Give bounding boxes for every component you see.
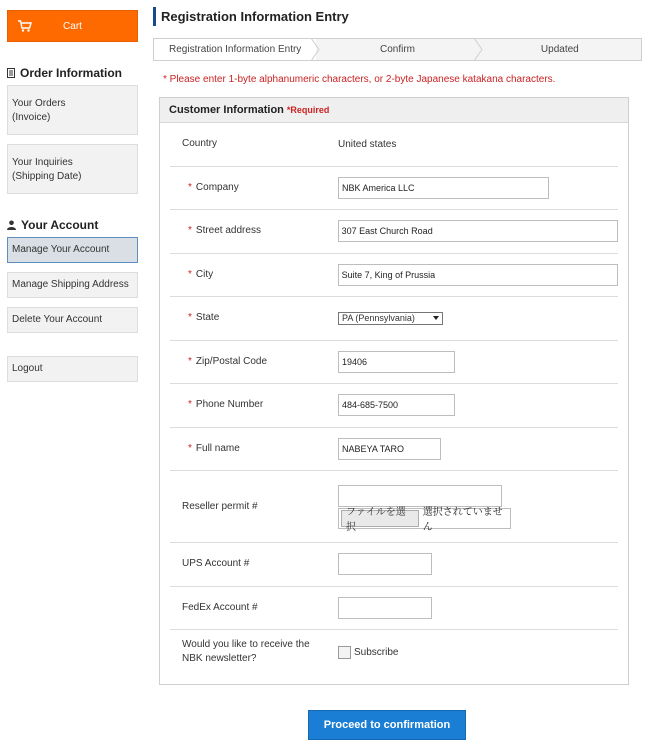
field-label: Full name	[195, 442, 240, 454]
sidebar-item-label: Manage Your Account	[12, 244, 110, 255]
state-select[interactable]	[338, 312, 443, 325]
required-star: *	[188, 312, 192, 324]
zip-input[interactable]: 19406	[338, 351, 455, 373]
form-row-fullname	[170, 428, 618, 472]
order-heading-label: Order Information	[20, 66, 123, 80]
street-input[interactable]: 307 East Church Road	[338, 220, 618, 242]
street-label	[170, 224, 338, 238]
step-separator	[474, 38, 484, 61]
card-title: Customer Information	[169, 104, 284, 116]
form-row-fedex	[170, 587, 618, 631]
choose-file-button[interactable]: ファイルを選択	[341, 510, 419, 527]
fedex-input[interactable]	[338, 597, 432, 619]
form-row-country	[170, 123, 618, 167]
step-label: Registration Information Entry	[169, 44, 302, 55]
user-icon	[7, 220, 16, 230]
fedex-label: FedEx Account #	[182, 601, 258, 613]
cart-button[interactable]	[7, 10, 138, 42]
sidebar-item-sublabel: (Invoice)	[12, 112, 51, 123]
sidebar-item-label: Manage Shipping Address	[12, 279, 129, 290]
form-row-newsletter	[170, 630, 618, 674]
form-row-city	[170, 254, 618, 298]
customer-info-card	[159, 97, 629, 685]
input-notice: * Please enter 1-byte alphanumeric characters, or 2-byte Japanese katakana characters.	[163, 74, 556, 85]
field-label: Street address	[195, 225, 261, 237]
fullname-label	[170, 442, 338, 456]
newsletter-label-line: NBK newsletter?	[182, 653, 257, 664]
step-label: Updated	[540, 44, 579, 55]
sidebar-item-manage-account[interactable]	[7, 237, 138, 263]
required-star: *	[188, 268, 192, 280]
state-label	[170, 311, 338, 325]
field-label: Phone Number	[195, 399, 264, 411]
account-heading-label: Your Account	[21, 218, 99, 232]
cart-label: Cart	[63, 20, 82, 32]
sidebar-item-label: Your Inquiries	[12, 157, 73, 168]
progress-steps	[153, 38, 642, 61]
reseller-field	[338, 485, 511, 533]
form-row-zip	[170, 341, 618, 385]
form-row-ups	[170, 543, 618, 587]
proceed-to-confirmation-button[interactable]: Proceed to confirmation	[308, 710, 466, 740]
form-rows	[170, 123, 618, 674]
company-input[interactable]: NBK America LLC	[338, 177, 549, 199]
step-confirm	[316, 39, 478, 60]
field-label: State	[195, 312, 220, 324]
form-row-reseller	[170, 471, 618, 543]
document-icon	[7, 68, 15, 78]
required-star: *	[188, 442, 192, 454]
sidebar-item-your-orders[interactable]	[7, 85, 138, 135]
sidebar	[7, 10, 138, 382]
form-row-street	[170, 210, 618, 254]
newsletter-label-line: Would you like to receive the	[182, 639, 310, 650]
step-separator	[311, 38, 321, 61]
step-registration	[154, 39, 316, 60]
form-row-company	[170, 167, 618, 211]
phone-label	[170, 398, 338, 412]
required-star: *	[188, 181, 192, 193]
step-label: Confirm	[379, 44, 415, 55]
required-star: *	[188, 225, 192, 237]
city-label	[170, 268, 338, 282]
form-row-state	[170, 297, 618, 341]
cart-icon	[18, 20, 32, 32]
newsletter-label	[170, 638, 338, 666]
company-label	[170, 181, 338, 195]
subscribe-label: Subscribe	[354, 646, 399, 658]
country-label: Country	[182, 138, 218, 150]
zip-label	[170, 355, 338, 369]
sidebar-item-sublabel: (Shipping Date)	[12, 171, 82, 182]
required-star: *	[188, 355, 192, 367]
sidebar-item-label: Delete Your Account	[12, 314, 103, 325]
field-label: City	[195, 268, 214, 280]
fullname-input[interactable]: NABEYA TARO	[338, 438, 441, 460]
file-status: 選択されていません	[422, 507, 503, 533]
card-header	[160, 98, 628, 123]
sidebar-item-delete-account[interactable]	[7, 307, 138, 333]
subscribe-option	[338, 646, 398, 659]
order-heading	[7, 65, 138, 81]
city-input[interactable]: Suite 7, King of Prussia	[338, 264, 618, 286]
sidebar-item-label: Logout	[12, 363, 43, 374]
state-selected-value: PA (Pennsylvania)	[342, 313, 415, 324]
reseller-label: Reseller permit #	[182, 500, 258, 512]
required-star: *	[188, 399, 192, 411]
sidebar-item-logout[interactable]	[7, 356, 138, 382]
ups-label: UPS Account #	[182, 558, 250, 570]
page-title: Registration Information Entry	[153, 7, 642, 26]
field-label: Zip/Postal Code	[195, 355, 268, 367]
form-row-phone	[170, 384, 618, 428]
sidebar-item-label: Your Orders	[12, 98, 66, 109]
country-value: United states	[338, 138, 397, 150]
sidebar-item-your-inquiries[interactable]	[7, 144, 138, 194]
required-label: *Required	[286, 105, 330, 115]
account-heading	[7, 217, 138, 233]
sidebar-item-manage-shipping[interactable]	[7, 272, 138, 298]
field-label: Company	[195, 181, 239, 193]
chevron-down-icon	[433, 316, 439, 320]
step-updated	[479, 39, 641, 60]
main-content	[153, 7, 642, 685]
ups-input[interactable]	[338, 553, 432, 575]
file-upload	[338, 507, 511, 533]
phone-input[interactable]: 484-685-7500	[338, 394, 455, 416]
subscribe-checkbox[interactable]	[338, 646, 351, 659]
